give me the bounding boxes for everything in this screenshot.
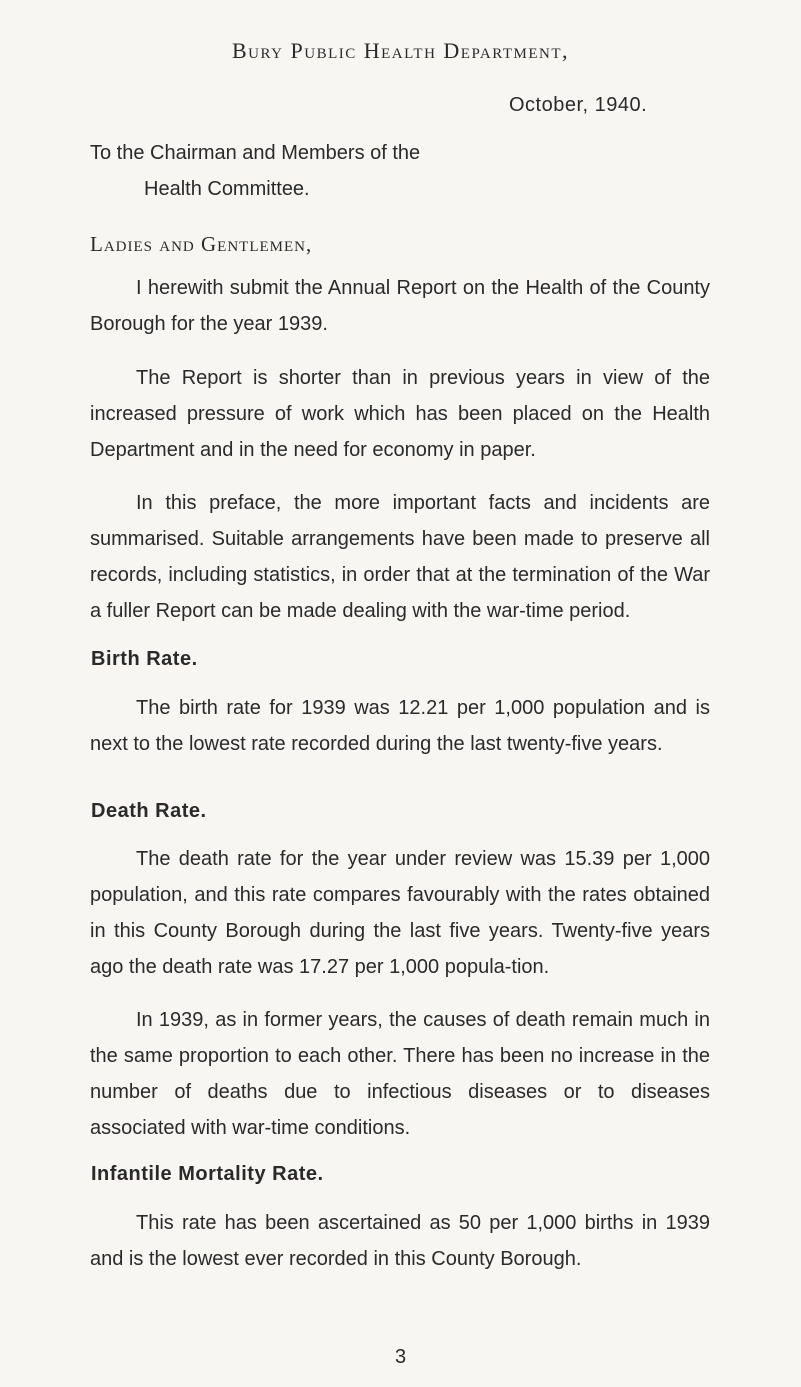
address-line-1: To the Chairman and Members of the	[90, 142, 421, 164]
address-line-2: Health Committee.	[144, 178, 310, 200]
intro-paragraph-2: The Report is shorter than in previous years in view of the increased pressure of work which has been placed on the Health Department and in the need for economy in paper.	[90, 367, 710, 461]
birth-rate-heading: Birth Rate.	[91, 648, 198, 670]
report-date: October, 1940.	[509, 94, 648, 116]
salutation: Ladies and Gentlemen,	[90, 232, 313, 256]
page-number: 3	[394, 1346, 407, 1368]
infantile-mortality-paragraph: This rate has been ascertained as 50 per 1,000 births in 1939 and is the lowest ever recorded in this County Borough.	[90, 1212, 710, 1270]
intro-paragraph-3: In this preface, the more important facts and incidents are summarised. Suitable arrangements have been made to preserve all records, including statistics, in order that at the termination of the War a fuller Report can be made dealing with the war-time period.	[90, 492, 710, 622]
death-rate-heading: Death Rate.	[91, 800, 207, 822]
intro-paragraph-1: I herewith submit the Annual Report on the Health of the County Borough for the year 1939.	[90, 277, 710, 335]
death-rate-paragraph-2: In 1939, as in former years, the causes of death remain much in the same proportion to each other. There has been no increase in the number of deaths due to infectious diseases or to diseases associated with war-time conditions.	[90, 1009, 710, 1139]
death-rate-paragraph-1: The death rate for the year under review was 15.39 per 1,000 population, and this rate compares favourably with the rates obtained in this County Borough during the last five years. Twenty-five years ago the death rate was 17.27 per 1,000 popula-tion.	[90, 848, 710, 978]
infantile-mortality-heading: Infantile Mortality Rate.	[91, 1163, 324, 1185]
birth-rate-paragraph: The birth rate for 1939 was 12.21 per 1,000 population and is next to the lowest rate recorded during the last twenty-five years.	[90, 697, 710, 755]
department-title: Bury Public Health Department,	[231, 38, 570, 63]
